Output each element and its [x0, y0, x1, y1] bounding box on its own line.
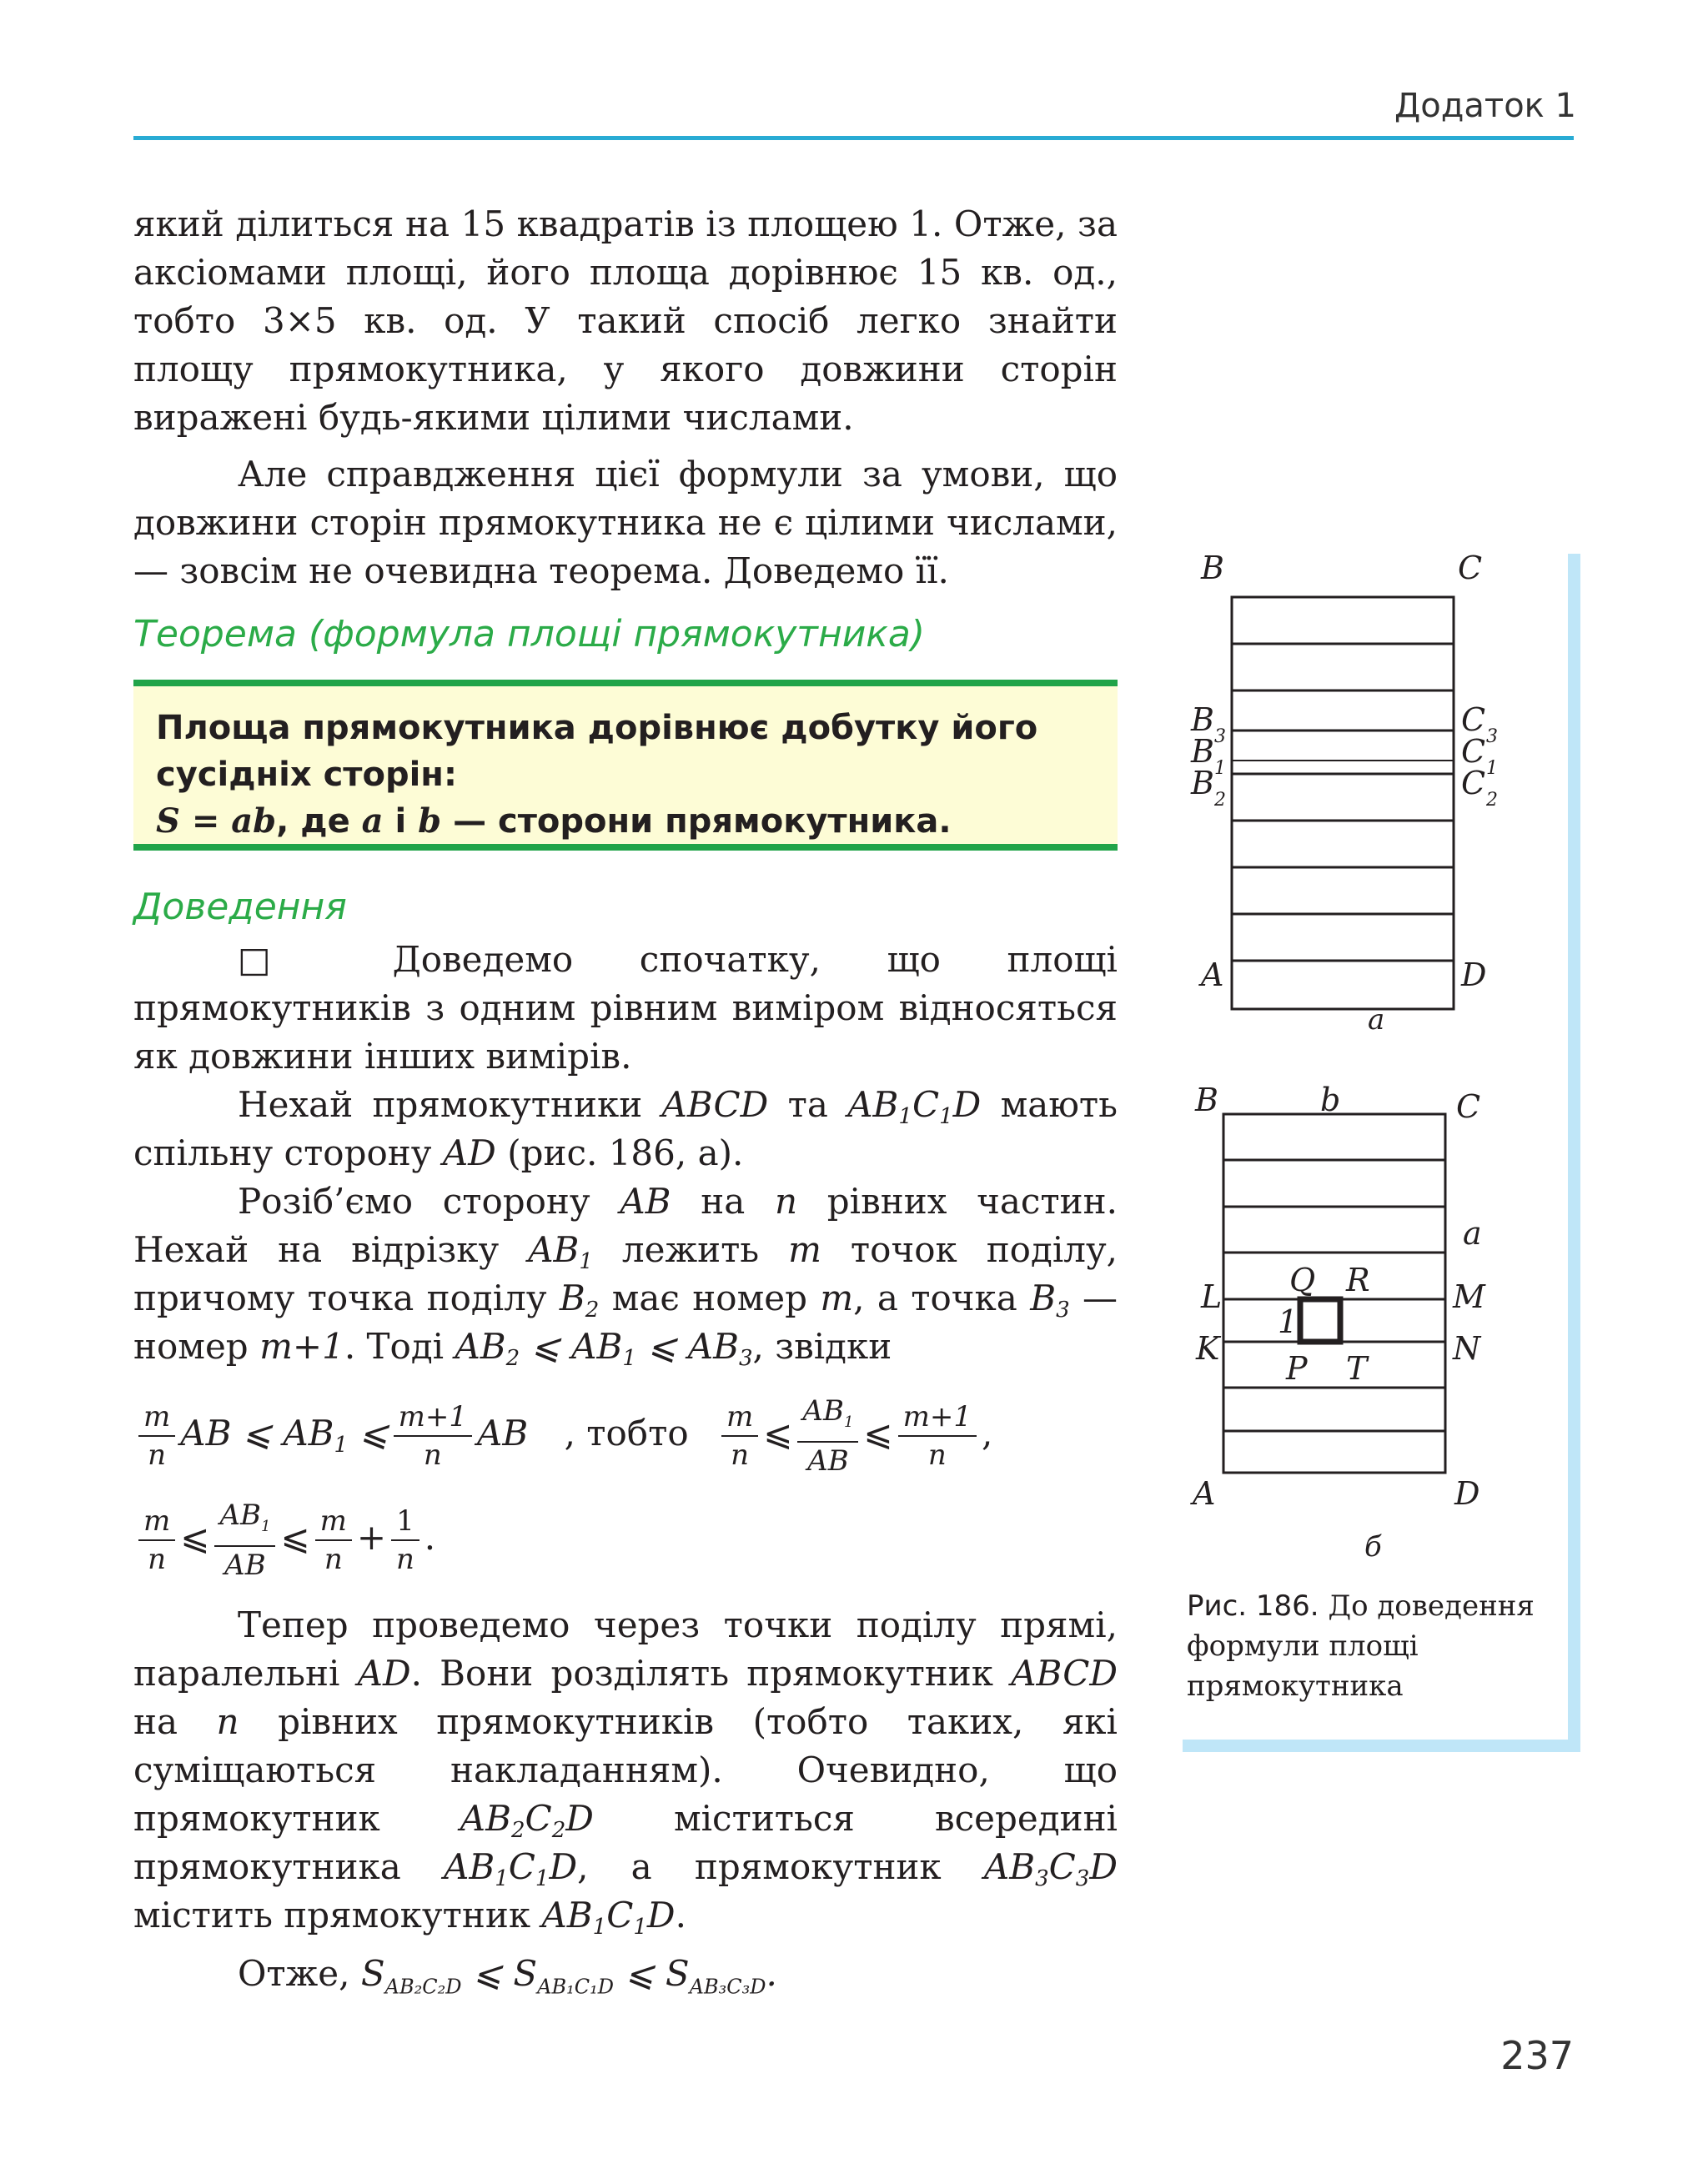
math-ad: AD: [442, 1132, 496, 1173]
rect-abcd-b: [1223, 1114, 1445, 1473]
caption-number: Рис. 186.: [1187, 1589, 1319, 1623]
fig-b-label-L: L: [1201, 1278, 1223, 1315]
paragraph-2-block: [133, 450, 1118, 595]
math-n-2: n: [216, 1701, 239, 1742]
frac-m-over-n: $\frac{m}{n}$: [138, 1398, 175, 1474]
figure-186: [1183, 554, 1575, 1588]
fig-b-label-Q: Q: [1289, 1262, 1316, 1298]
theorem-a: a: [361, 801, 384, 841]
frac-ab1-over-ab: $\frac{AB_1}{AB}$: [797, 1393, 858, 1479]
theorem-b: b: [418, 801, 442, 841]
theorem-where: , де: [276, 802, 350, 841]
math-m-plus-1: m+1: [259, 1326, 344, 1367]
fig-a-label-C2: C: [1461, 765, 1486, 801]
math-ab1c1d: $AB_1C_1D$: [847, 1084, 982, 1129]
fig-a-sublabel: а: [1368, 1003, 1385, 1037]
fig-a-label-B3: B: [1191, 701, 1214, 738]
paragraph-1: який ділиться на 15 квадратів із площею 1. Отже, за аксіомами площі, його площа дорівнює 15 кв. од., тобто 3×5 кв. од. У такий спосіб легко знайти площу прямокутника, у якого довжини сторін виражені будь-якими цілими числами.: [133, 203, 1118, 438]
fig-b-label-P: P: [1286, 1350, 1308, 1387]
math-n: n: [774, 1181, 798, 1222]
inequality-line-2: $\frac{m}{n}$ ⩽ $\frac{AB_1}{AB}$ ⩽ $\frac{m}{n}$ + $\frac{1}{n}$ .: [133, 1497, 1118, 1584]
math-b3: $B_3$: [1030, 1278, 1070, 1323]
fig-a-label-C1: C: [1461, 733, 1486, 770]
fig-b-label-D: D: [1454, 1475, 1480, 1512]
figure-b: [1223, 1114, 1445, 1473]
fig-a-label-B: B: [1201, 554, 1224, 586]
page-number: 237: [1500, 2033, 1574, 2078]
fig-a-label-D: D: [1461, 956, 1487, 993]
p6-text-f: , а прямокутник: [577, 1846, 942, 1887]
theorem-title: Теорема (формула площі прямокутника): [133, 613, 926, 655]
math-ab3c3d: $AB_3C_3D$: [983, 1846, 1118, 1891]
p5-text-k: , тобто: [564, 1412, 689, 1454]
math-abcd: ABCD: [661, 1084, 769, 1125]
header-rule: [133, 136, 1574, 140]
frac-m1-over-n: $\frac{m+1}{n}$: [394, 1398, 472, 1474]
fig-b-label-a: a: [1463, 1215, 1482, 1252]
math-ab1c1d-3: $AB_1C_1D$: [541, 1895, 676, 1940]
theorem-formula-line: [133, 798, 1118, 845]
p5-text-h: — номер: [133, 1278, 1118, 1367]
fig-a-label-A: A: [1201, 956, 1224, 993]
frac-1-over-n: $\frac{1}{n}$: [391, 1503, 419, 1578]
theorem-and: і: [394, 802, 407, 841]
fig-b-label-N: N: [1453, 1330, 1481, 1367]
p7-text: Отже,: [238, 1953, 350, 1994]
fig-a-label-B1: B: [1191, 733, 1214, 770]
inequality-line-1: $\frac{m}{n}$ AB ⩽ $AB_1$ ⩽ $\frac{m+1}{n}$ AB , тобто $\frac{m}{n}$ ⩽ $\frac{AB_1}{AB}$ ⩽ $\frac{m+1}{n}$ ,: [133, 1393, 1118, 1479]
p6-text-e: міститься всередині прямокутника: [133, 1798, 1118, 1887]
frac-m-over-n-2: $\frac{m}{n}$: [721, 1398, 758, 1474]
p5-text-e: точок поділу, причому точка поділу: [133, 1229, 1118, 1318]
paragraph-5: [133, 1177, 1118, 1371]
paragraph-1-block: [133, 200, 1118, 442]
math-ab2c2d: $AB_2C_2D$: [460, 1798, 594, 1843]
math-b2: $B_2$: [559, 1278, 600, 1323]
frac-m-over-n-4: $\frac{m}{n}$: [315, 1503, 352, 1578]
p6-text-b: . Вони розділять прямокутник: [410, 1653, 994, 1694]
fig-a-csub-3: 3: [1486, 726, 1498, 747]
p5-text-j: , звідки: [752, 1326, 892, 1367]
figure-a: [1232, 597, 1454, 1009]
math-inequality-1: $AB_2$ ⩽ $AB_1$ ⩽ $AB_3$: [455, 1326, 753, 1371]
p5-text-f: має номер: [611, 1278, 807, 1318]
p6-text-a: Тепер проведемо через точки поділу прямі, паралельні: [133, 1604, 1118, 1694]
frac-m1-over-n-2: $\frac{m+1}{n}$: [898, 1398, 977, 1474]
fig-a-label-B2: B: [1191, 765, 1214, 801]
fig-a-sub-3: 3: [1214, 726, 1226, 747]
frac-ab1-over-ab-2: $\frac{AB_1}{AB}$: [214, 1497, 275, 1584]
fig-a-csub-2: 2: [1486, 790, 1498, 811]
p5-text-d: лежить: [621, 1229, 760, 1270]
fig-b-label-B: B: [1195, 1082, 1218, 1118]
fig-b-label-A: A: [1193, 1475, 1216, 1512]
paragraph-6: Тепер проведемо через точки поділу прямі, паралельні AD. Вони розділять прямокутник ABCD на n рівних прямокутників (тобто таких, які суміщаються накладанням). Очевидно, що прямокутник $AB_2C_2D$ міститься всередині прямокутника $AB_1C_1D$, а прямокутник $AB_3C_3D$ містить прямокутник $AB_1C_1D$.: [133, 1604, 1118, 1940]
math-ab: AB: [620, 1181, 671, 1222]
figure-caption: [1187, 1586, 1554, 1706]
math-abcd-2: ABCD: [1011, 1653, 1118, 1694]
caption-text: До доведення формули площі прямокутника: [1187, 1589, 1535, 1703]
paragraph-7: [133, 1950, 1118, 2011]
theorem-formula: S = ab: [156, 801, 277, 841]
p5-text-c: рівних частин. Нехай на відрізку: [133, 1181, 1118, 1270]
proof-title: Доведення: [133, 886, 347, 928]
fig-a-label-C: C: [1458, 554, 1483, 586]
fig-b-label-R: R: [1346, 1262, 1370, 1298]
paragraph-3: □ Доведемо спочатку, що площі прямокутників з одним рівним виміром відносяться як довжини інших вимірів.: [133, 939, 1118, 1077]
fig-b-sublabel: б: [1364, 1530, 1382, 1564]
frac-m-over-n-3: $\frac{m}{n}$: [138, 1503, 175, 1578]
fig-a-sub-1: 1: [1214, 758, 1226, 779]
fig-a-label-C3: C: [1461, 701, 1486, 738]
fig-b-label-1: 1: [1278, 1303, 1299, 1340]
theorem-tail: — сторони прямокутника.: [453, 802, 952, 841]
p4-text-b: та: [787, 1084, 828, 1125]
math-ab1: $AB_1$: [528, 1229, 593, 1274]
theorem-box: [133, 680, 1118, 851]
p6-text-g: містить прямокутник: [133, 1895, 531, 1936]
fig-b-label-K: K: [1196, 1330, 1220, 1367]
paragraph-4: [133, 1081, 1118, 1177]
p5-text-a: Розіб’ємо сторону: [238, 1181, 590, 1222]
unit-square: [1300, 1299, 1340, 1342]
p4-text-d: (рис. 186, а).: [507, 1132, 744, 1173]
math-ad-2: AD: [357, 1653, 411, 1694]
period: .: [424, 1516, 436, 1558]
p6-text-d: рівних прямокутників (тобто таких, які суміщаються накладанням). Очевидно, що прямокутник: [133, 1701, 1118, 1839]
math-ab1c1d-2: $AB_1C_1D$: [444, 1846, 578, 1891]
comma: ,: [982, 1412, 993, 1454]
p4-text-a: Нехай прямокутники: [238, 1084, 643, 1125]
theorem-statement: Площа прямокутника дорівнює добутку його сусідніх сторін:: [156, 709, 1038, 794]
fig-a-csub-1: 1: [1486, 758, 1498, 779]
p5-text-g: , а точка: [853, 1278, 1017, 1318]
fig-b-label-M: M: [1453, 1278, 1485, 1315]
fig-b-label-T: T: [1346, 1350, 1368, 1387]
p5-text-i: . Тоді: [344, 1326, 445, 1367]
fig-b-label-C: C: [1456, 1088, 1481, 1125]
p4-text-c: мають спільну сторону: [133, 1084, 1118, 1173]
math-area-inequality: $S_{AB_2C_2D}$ ⩽ $S_{AB_1C_1D}$ ⩽ $S_{AB_3C_3D}$.: [360, 1953, 777, 1999]
math-m-2: m: [820, 1278, 854, 1318]
fig-b-label-b: b: [1320, 1082, 1341, 1118]
math-m: m: [788, 1229, 821, 1270]
p5-text-b: на: [701, 1181, 746, 1222]
p6-text-c: на: [133, 1701, 178, 1742]
paragraph-2: Але справдження цієї формули за умови, що довжини сторін прямокутника не є цілими числами,— зовсім не очевидна теорема. Доведемо її.: [133, 454, 1118, 591]
fig-a-sub-2: 2: [1214, 790, 1226, 811]
section-label: Додаток 1: [1394, 87, 1576, 125]
rect-abcd-a: [1232, 597, 1454, 1009]
plus-sign: +: [356, 1516, 387, 1558]
